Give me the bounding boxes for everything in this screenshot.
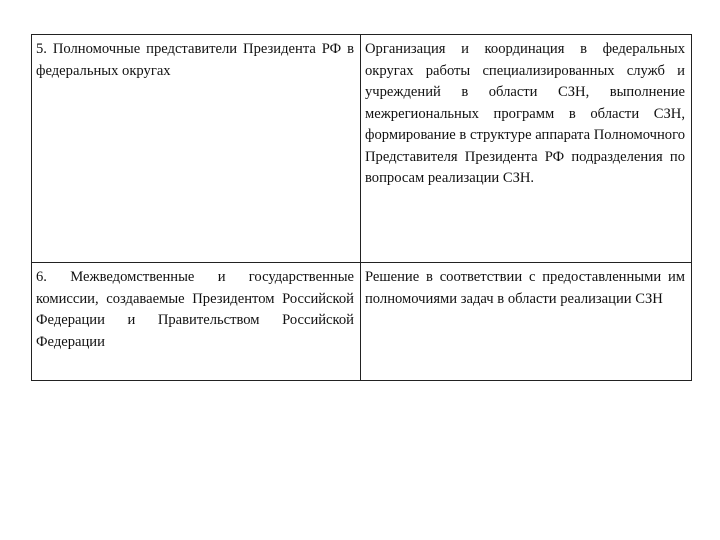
table-cell-subject: 5. Полномочные представители Президента РФ в федеральных округах — [32, 35, 361, 263]
table-cell-subject: 6. Межведомственные и государственные комиссии, создаваемые Президентом Российской Федерации и Правительством Российской Федерации — [32, 263, 361, 381]
table-cell-function: Решение в соответствии с предоставленными им полномочиями задач в области реализации СЗН — [361, 263, 692, 381]
table-cell-function: Организация и координация в федеральных округах работы специализированных служб и учреждений в области СЗН, выполнение межрегиональных программ в области СЗН, формирование в структуре аппарата Полномочного Представителя Президента РФ подразделения по вопросам реализации СЗН. — [361, 35, 692, 263]
table-row — [32, 35, 692, 263]
responsibility-table — [31, 34, 692, 381]
table-row — [32, 263, 692, 381]
